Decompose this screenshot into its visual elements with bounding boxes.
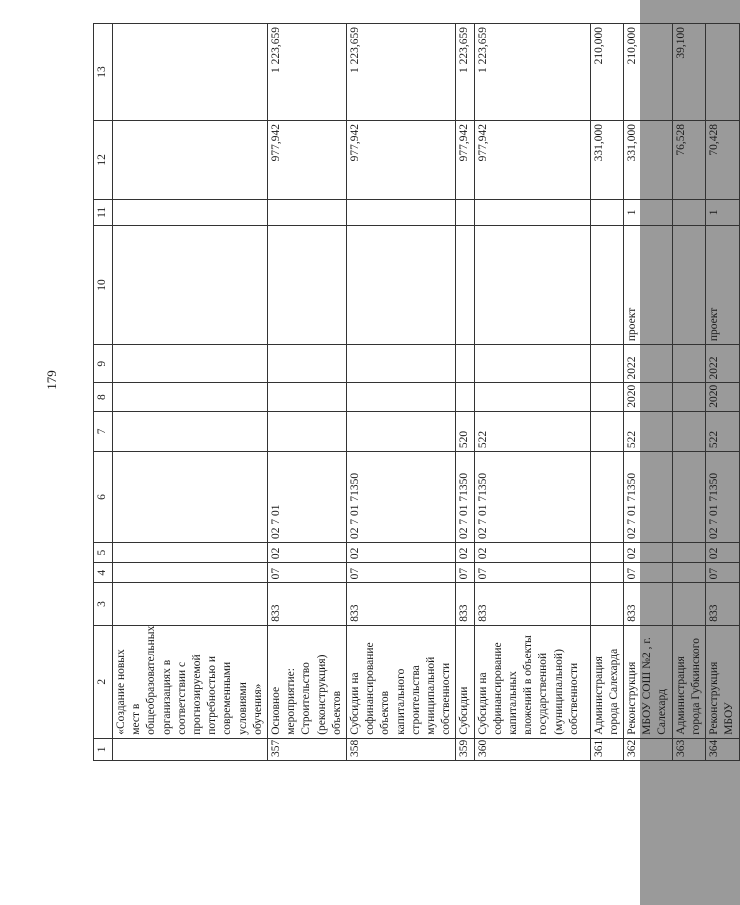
cell-c8 bbox=[590, 383, 623, 411]
cell-c3: 833 bbox=[706, 583, 739, 625]
cell-c12: 977,942 bbox=[456, 121, 474, 200]
cell-c5: 02 bbox=[347, 542, 456, 562]
cell-c11 bbox=[672, 199, 705, 225]
row-name: Субсидии на софинансирование объектов капитального строительства муниципальной собственности bbox=[347, 625, 456, 738]
cell-c11 bbox=[456, 199, 474, 225]
cell-c10: проект bbox=[706, 225, 739, 344]
cell-c3: 833 bbox=[456, 583, 474, 625]
page-number: 179 bbox=[44, 370, 59, 390]
header-row bbox=[94, 24, 113, 761]
cell-c8 bbox=[474, 383, 590, 411]
cell-c12 bbox=[113, 121, 268, 200]
cell-c12: 977,942 bbox=[268, 121, 347, 200]
budget-table bbox=[93, 23, 740, 761]
row-name: Реконструкция МБОУ СОШ №2 , г. Салехард bbox=[624, 625, 673, 738]
cell-c12: 977,942 bbox=[474, 121, 590, 200]
cell-c6: 02 7 01 bbox=[268, 452, 347, 543]
cell-c7: 520 bbox=[456, 411, 474, 451]
cell-c8 bbox=[347, 383, 456, 411]
cell-c13: 210,000 bbox=[624, 24, 673, 121]
row-name: «Создание новых мест в общеобразовательных организациях в соответствии с прогнозируемой потребностью и современными условиями обучения» bbox=[113, 625, 268, 738]
col-header: 11 bbox=[94, 199, 113, 225]
col-header: 1 bbox=[94, 738, 113, 760]
cell-c5: 02 bbox=[706, 542, 739, 562]
cell-c10 bbox=[268, 225, 347, 344]
cell-c9 bbox=[347, 345, 456, 383]
cell-c4 bbox=[113, 563, 268, 583]
cell-c3: 833 bbox=[474, 583, 590, 625]
cell-c4: 07 bbox=[474, 563, 590, 583]
col-header: 6 bbox=[94, 452, 113, 543]
cell-c5 bbox=[672, 542, 705, 562]
cell-c11: 1 bbox=[706, 199, 739, 225]
table-row bbox=[590, 24, 623, 761]
cell-c9 bbox=[474, 345, 590, 383]
cell-c12: 70,428 bbox=[706, 121, 739, 200]
table-row bbox=[113, 24, 268, 761]
row-number: 363 bbox=[672, 738, 705, 760]
cell-c7: 522 bbox=[624, 411, 673, 451]
cell-c4: 07 bbox=[347, 563, 456, 583]
cell-c12: 331,000 bbox=[624, 121, 673, 200]
cell-c5 bbox=[113, 542, 268, 562]
cell-c3 bbox=[590, 583, 623, 625]
row-number: 359 bbox=[456, 738, 474, 760]
row-number: 361 bbox=[590, 738, 623, 760]
cell-c5 bbox=[590, 542, 623, 562]
row-name: Администрация города Губкинского bbox=[672, 625, 705, 738]
cell-c4: 07 bbox=[706, 563, 739, 583]
row-number: 364 bbox=[706, 738, 739, 760]
row-number: 362 bbox=[624, 738, 673, 760]
table-row bbox=[672, 24, 705, 761]
cell-c11 bbox=[590, 199, 623, 225]
cell-c9 bbox=[113, 345, 268, 383]
row-name: Администрация города Салехарда bbox=[590, 625, 623, 738]
col-header: 12 bbox=[94, 121, 113, 200]
cell-c10 bbox=[456, 225, 474, 344]
cell-c8 bbox=[113, 383, 268, 411]
cell-c6 bbox=[113, 452, 268, 543]
col-header: 13 bbox=[94, 24, 113, 121]
table-row bbox=[268, 24, 347, 761]
cell-c6: 02 7 01 71350 bbox=[474, 452, 590, 543]
cell-c12: 331,000 bbox=[590, 121, 623, 200]
cell-c5: 02 bbox=[268, 542, 347, 562]
col-header: 10 bbox=[94, 225, 113, 344]
cell-c4: 07 bbox=[268, 563, 347, 583]
cell-c4 bbox=[590, 563, 623, 583]
cell-c5: 02 bbox=[456, 542, 474, 562]
table-row bbox=[347, 24, 456, 761]
cell-c5: 02 bbox=[624, 542, 673, 562]
row-number: 357 bbox=[268, 738, 347, 760]
cell-c8 bbox=[268, 383, 347, 411]
row-number bbox=[113, 738, 268, 760]
cell-c13: 1 223,659 bbox=[347, 24, 456, 121]
cell-c12: 76,528 bbox=[672, 121, 705, 200]
cell-c8 bbox=[456, 383, 474, 411]
table-row bbox=[456, 24, 474, 761]
table-row bbox=[706, 24, 739, 761]
cell-c8 bbox=[672, 383, 705, 411]
cell-c10 bbox=[113, 225, 268, 344]
cell-c4: 07 bbox=[456, 563, 474, 583]
cell-c8: 2020 bbox=[624, 383, 673, 411]
table-row bbox=[474, 24, 590, 761]
cell-c10 bbox=[347, 225, 456, 344]
col-header: 2 bbox=[94, 625, 113, 738]
cell-c7 bbox=[590, 411, 623, 451]
cell-c5: 02 bbox=[474, 542, 590, 562]
cell-c7 bbox=[268, 411, 347, 451]
table-row bbox=[624, 24, 673, 761]
cell-c11 bbox=[268, 199, 347, 225]
cell-c3 bbox=[672, 583, 705, 625]
cell-c10 bbox=[672, 225, 705, 344]
col-header: 5 bbox=[94, 542, 113, 562]
cell-c9: 2022 bbox=[706, 345, 739, 383]
col-header: 7 bbox=[94, 411, 113, 451]
col-header: 8 bbox=[94, 383, 113, 411]
row-name: Основное мероприятие: Строительство (реконструкция) объектов bbox=[268, 625, 347, 738]
cell-c10: проект bbox=[624, 225, 673, 344]
cell-c9: 2022 bbox=[624, 345, 673, 383]
cell-c7 bbox=[347, 411, 456, 451]
cell-c6: 02 7 01 71350 bbox=[706, 452, 739, 543]
cell-c11: 1 bbox=[624, 199, 673, 225]
cell-c13: 1 223,659 bbox=[456, 24, 474, 121]
cell-c7 bbox=[672, 411, 705, 451]
cell-c13: 210,000 bbox=[590, 24, 623, 121]
cell-c13: 1 223,659 bbox=[474, 24, 590, 121]
cell-c9 bbox=[590, 345, 623, 383]
cell-c11 bbox=[474, 199, 590, 225]
cell-c13 bbox=[113, 24, 268, 121]
cell-c9 bbox=[456, 345, 474, 383]
cell-c4: 07 bbox=[624, 563, 673, 583]
col-header: 4 bbox=[94, 563, 113, 583]
cell-c12: 977,942 bbox=[347, 121, 456, 200]
cell-c6 bbox=[590, 452, 623, 543]
row-number: 360 bbox=[474, 738, 590, 760]
row-name: Субсидии на софинансирование капитальных вложений в объекты государственной (муниципальной) собственности bbox=[474, 625, 590, 738]
cell-c6 bbox=[672, 452, 705, 543]
cell-c6: 02 7 01 71350 bbox=[347, 452, 456, 543]
cell-c13: 1 223,659 bbox=[268, 24, 347, 121]
budget-table-rotated bbox=[93, 23, 736, 761]
row-name: Реконструкция МБОУ bbox=[706, 625, 739, 738]
cell-c9 bbox=[672, 345, 705, 383]
cell-c10 bbox=[590, 225, 623, 344]
cell-c6: 02 7 01 71350 bbox=[624, 452, 673, 543]
cell-c6: 02 7 01 71350 bbox=[456, 452, 474, 543]
cell-c13: 39,100 bbox=[672, 24, 705, 121]
col-header: 3 bbox=[94, 583, 113, 625]
cell-c7 bbox=[113, 411, 268, 451]
cell-c7: 522 bbox=[474, 411, 590, 451]
cell-c4 bbox=[672, 563, 705, 583]
cell-c9 bbox=[268, 345, 347, 383]
cell-c7: 522 bbox=[706, 411, 739, 451]
cell-c11 bbox=[347, 199, 456, 225]
cell-c3: 833 bbox=[268, 583, 347, 625]
cell-c3 bbox=[113, 583, 268, 625]
cell-c10 bbox=[474, 225, 590, 344]
row-number: 358 bbox=[347, 738, 456, 760]
cell-c8: 2020 bbox=[706, 383, 739, 411]
cell-c3: 833 bbox=[347, 583, 456, 625]
cell-c13 bbox=[706, 24, 739, 121]
col-header: 9 bbox=[94, 345, 113, 383]
row-name: Субсидии bbox=[456, 625, 474, 738]
cell-c11 bbox=[113, 199, 268, 225]
page-margin bbox=[0, 765, 640, 905]
cell-c3: 833 bbox=[624, 583, 673, 625]
